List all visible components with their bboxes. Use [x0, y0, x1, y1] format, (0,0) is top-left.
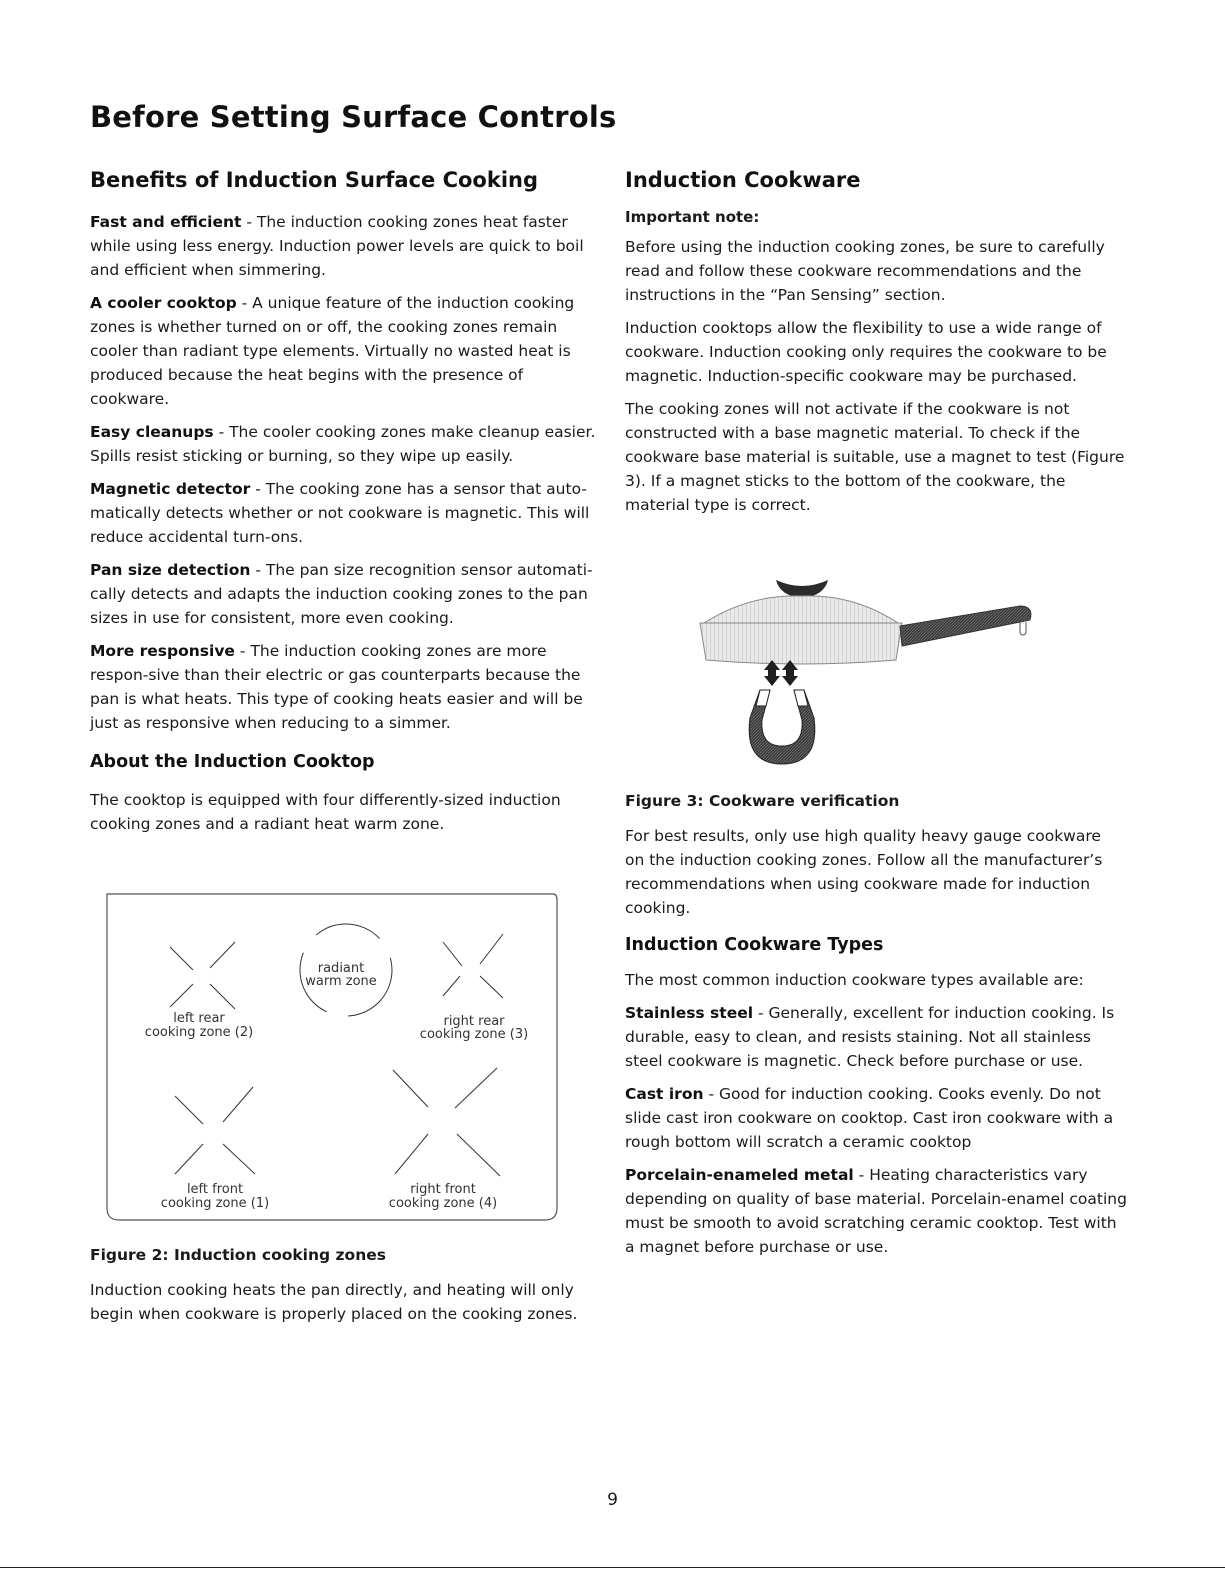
right-rear-label-2: cooking zone (3) [419, 1027, 529, 1042]
left-rear-label-1: left rear [173, 1011, 225, 1026]
cookware-paragraph-2: Induction cooktops allow the flexibility to use a wide range of cookware. Induction cooking only requires the cookware to be magnetic. Induction-specific cookware may be purchased. [625, 319, 1107, 385]
left-front-label-2: cooking zone (1) [160, 1196, 270, 1211]
left-front-label-1: left front [186, 1182, 244, 1197]
right-column-top [625, 168, 1130, 526]
right-rear-zone-marker [443, 934, 503, 998]
benefits-list [90, 210, 600, 735]
page-number: 9 [607, 1490, 618, 1510]
page-title: Before Setting Surface Controls [90, 100, 617, 134]
figure-2-caption: Figure 2: Induction cooking zones [90, 1246, 386, 1264]
about-text: The cooktop is equipped with four differently-sized induction cooking zones and a radiant heat warm zone. [90, 791, 561, 833]
left-rear-zone-marker [170, 942, 235, 1009]
benefit-cleanups: Easy cleanups - The cooler cooking zones make cleanup easier. Spills resist sticking or burning, so they wipe up easily. [90, 423, 596, 465]
benefits-heading: Benefits of Induction Surface Cooking [90, 168, 539, 192]
radiant-label-1: radiant [317, 961, 365, 976]
left-front-zone-marker [175, 1087, 255, 1174]
benefit-magnetic: Magnetic detector - The cooking zone has a sensor that auto-matically detects whether or not cookware is magnetic. This will reduce accidental turn-ons. [90, 480, 590, 546]
type-porcelain: Porcelain-enameled metal - Heating characteristics vary depending on quality of base material. Porcelain-enamel coating must be smooth to avoid scratching ceramic cooktop. Test with a magnet before purchase or use. [625, 1166, 1127, 1256]
magnet-pole-right [794, 690, 808, 706]
benefit-fast: Fast and efficient - The induction cooking zones heat faster while using less energy. Induction power levels are quick to boil and efficient when simmering. [90, 213, 584, 279]
right-front-label-1: right front [410, 1182, 476, 1197]
right-front-label-2: cooking zone (4) [388, 1196, 498, 1211]
left-rear-label-2: cooking zone (2) [144, 1025, 254, 1040]
types-intro: The most common induction cookware types available are: [625, 971, 1084, 989]
cookware-magnet-illustration [690, 568, 1050, 768]
magnet-pole-left [756, 690, 770, 706]
benefit-responsive: More responsive - The induction cooking zones are more respon-sive than their electric or gas counterparts because the pan is what heats. This type of cooking heats easier and will be just as responsive when reducing to a simmer. [90, 642, 583, 732]
important-note-label: Important note: [625, 208, 760, 226]
about-heading: About the Induction Cooktop [90, 752, 375, 772]
benefit-pan-size: Pan size detection - The pan size recognition sensor automati-cally detects and adapts the induction cooking zones to the pan sizes in use for consistent, more even cooking. [90, 561, 593, 627]
right-front-zone-marker [393, 1068, 500, 1176]
cookware-types-section [625, 935, 1130, 1268]
handle-ring [1020, 622, 1026, 635]
left-column [90, 168, 600, 744]
bottom-rule [0, 1567, 1225, 1568]
right-rear-label-1: right rear [443, 1014, 505, 1029]
figure-3-caption: Figure 3: Cookware verification [625, 792, 900, 810]
cookware-heading: Induction Cookware [625, 168, 861, 192]
pan-handle [900, 606, 1031, 646]
pan-body [700, 623, 902, 664]
types-heading: Induction Cookware Types [625, 935, 884, 955]
cooktop-outline [107, 894, 557, 1220]
benefit-cooler: A cooler cooktop - A unique feature of the induction cooking zones is whether turned on or off, the cooking zones remain cooler than radiant type elements. Virtually no wasted heat is produced because the heat begins with the presence of cookware. [90, 294, 575, 408]
cooktop-diagram [105, 892, 560, 1224]
type-stainless-steel: Stainless steel - Generally, excellent for induction cooking. Is durable, easy to clean, and resists staining. Not all stainless steel cookware is magnetic. Check before purchase or use. [625, 1004, 1115, 1070]
best-results-text: For best results, only use high quality heavy gauge cookware on the induction cooking zones. Follow all the manufacturer’s recommendations when using cookware made for induction cooking. [625, 827, 1103, 917]
cookware-paragraph-3: The cooking zones will not activate if the cookware is not constructed with a base magnetic material. To check if the cookware base material is suitable, use a magnet to test (Figure 3). If a magnet sticks to the bottom of the cookware, the material type is correct. [625, 400, 1125, 514]
lid-knob [776, 580, 828, 598]
radiant-label-2: warm zone [305, 974, 377, 989]
closing-text: Induction cooking heats the pan directly, and heating will only begin when cookware is properly placed on the cooking zones. [90, 1281, 578, 1323]
pan-lid [704, 596, 898, 623]
type-cast-iron: Cast iron - Good for induction cooking. Cooks evenly. Do not slide cast iron cookware on cooktop. Cast iron cookware with a rough bottom will scratch a ceramic cooktop [625, 1085, 1114, 1151]
cookware-paragraph-1: Before using the induction cooking zones, be sure to carefully read and follow these cookware recommendations and the instructions in the “Pan Sensing” section. [625, 238, 1105, 304]
